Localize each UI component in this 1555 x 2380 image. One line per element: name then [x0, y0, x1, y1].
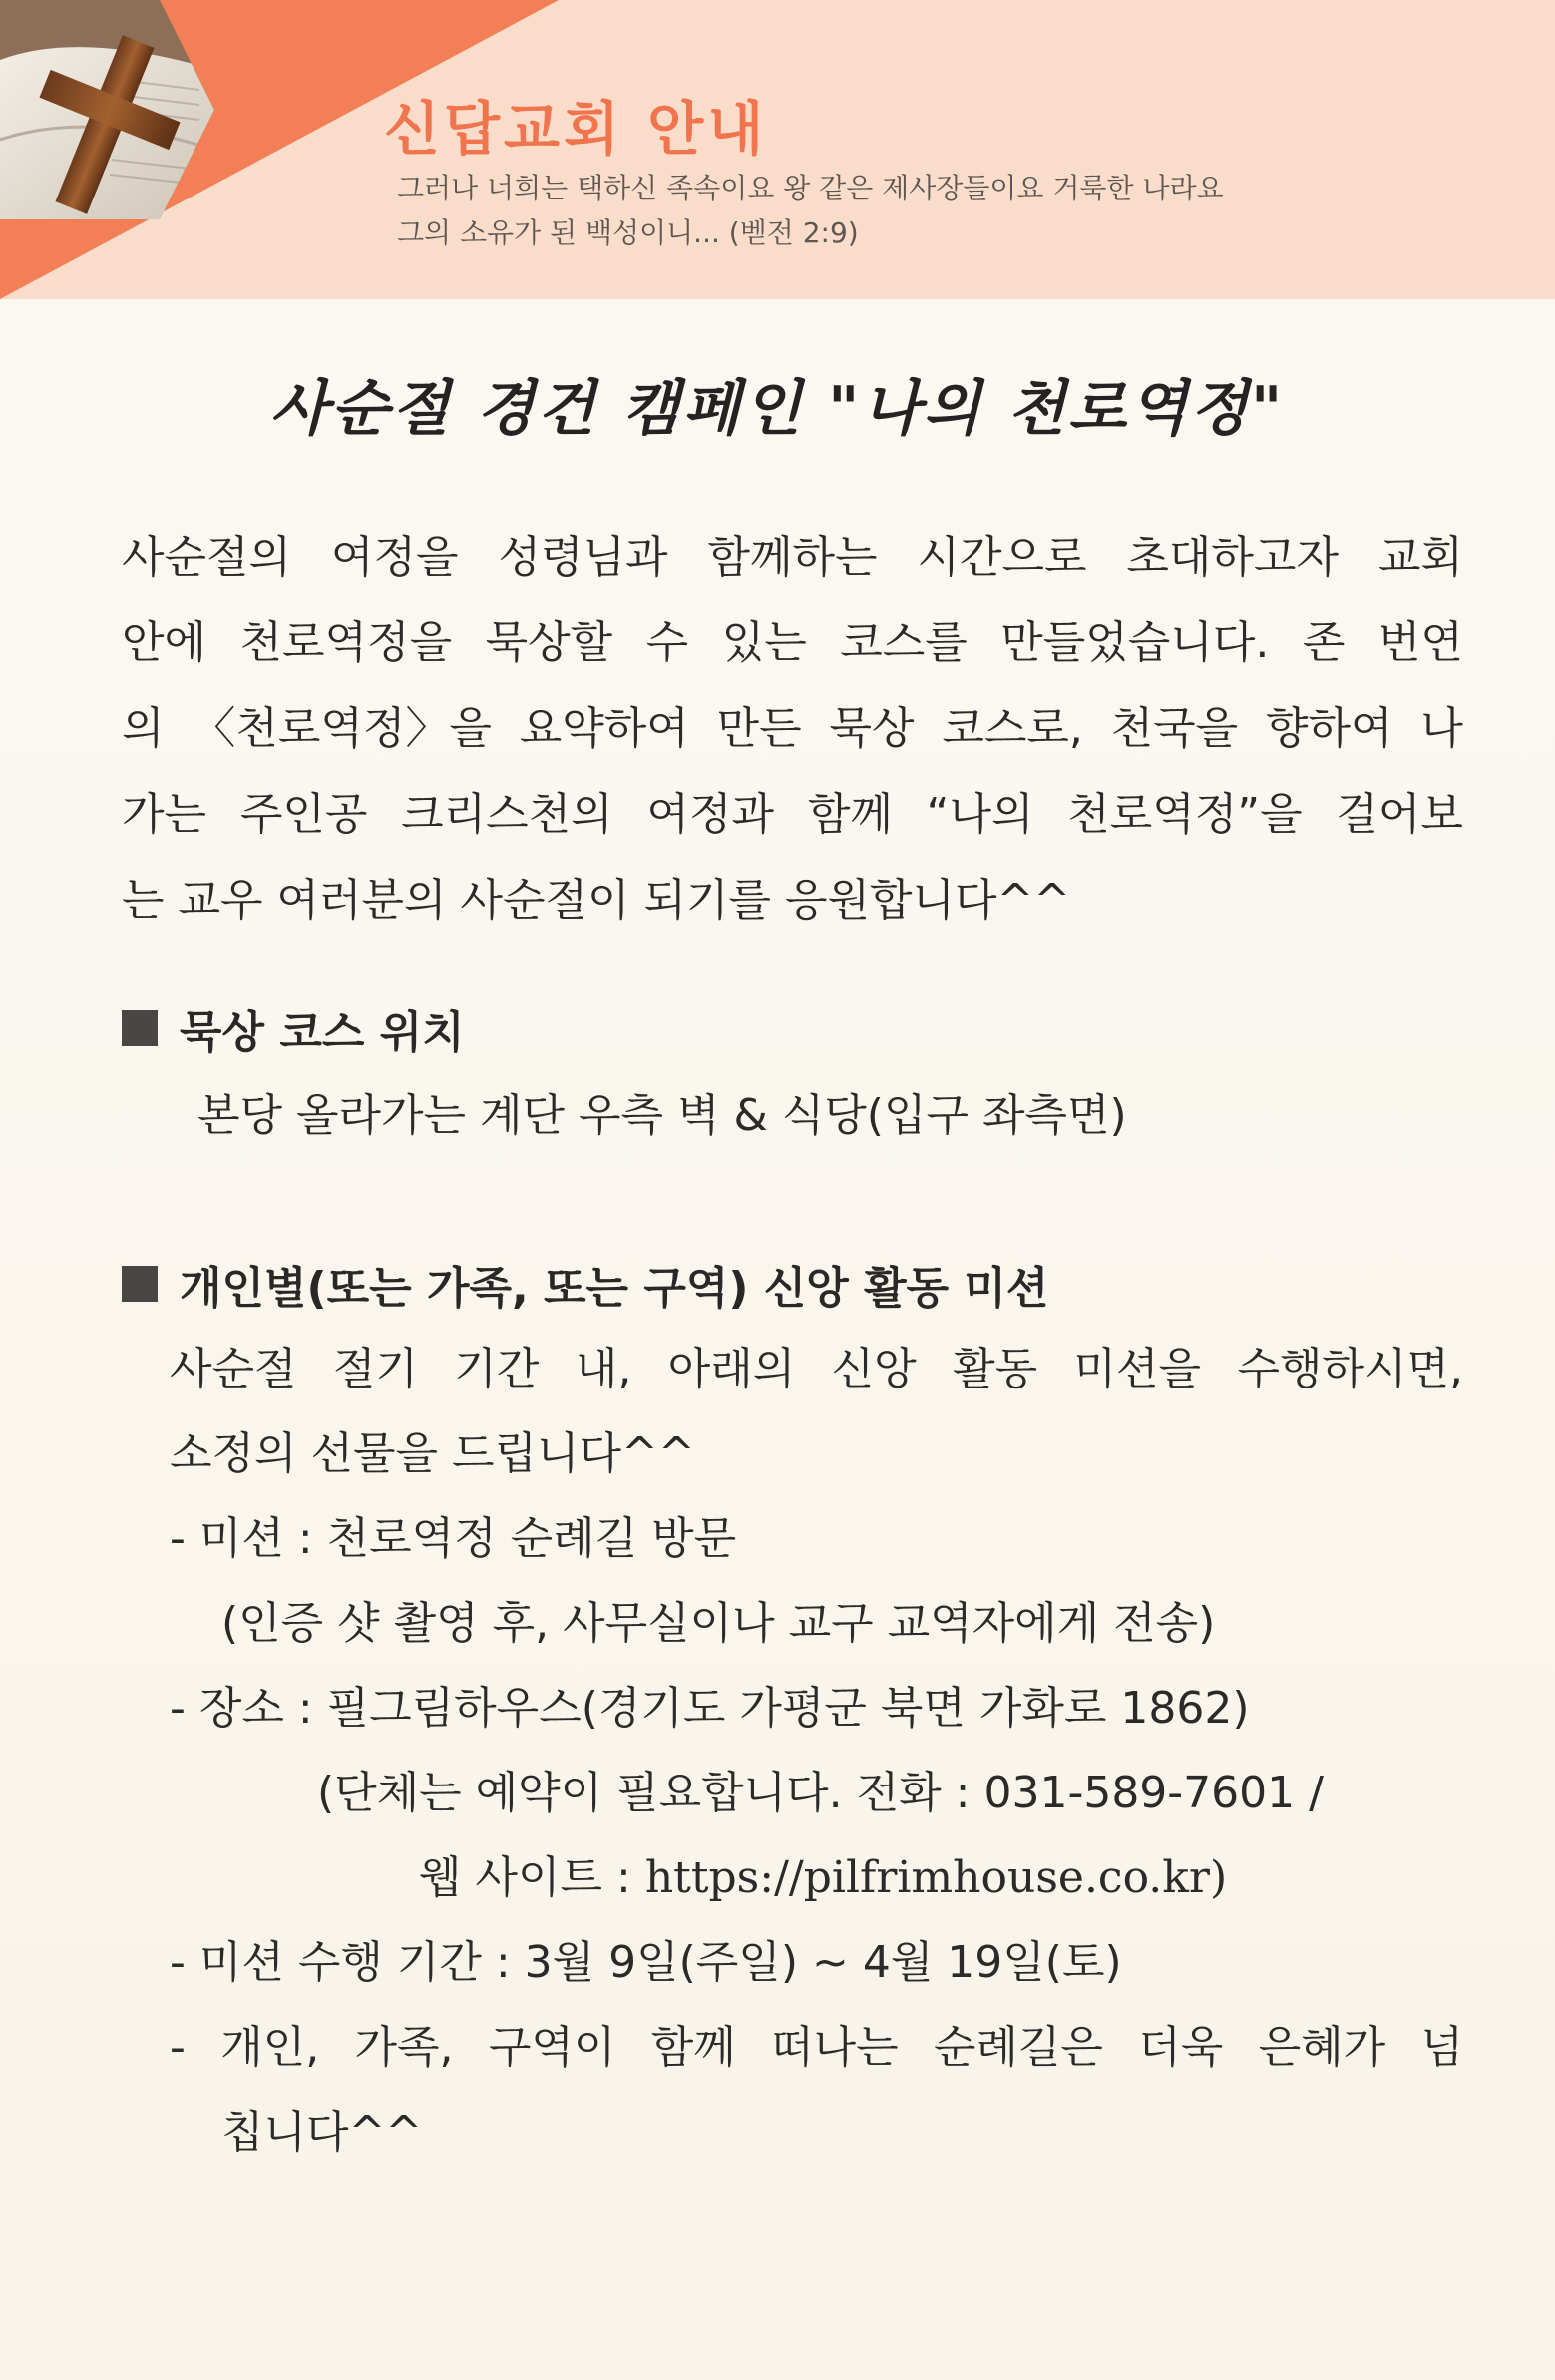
word: 요약하여	[519, 703, 689, 754]
campaign-title: 사순절 경건 캠페인 "나의 천로역정"	[269, 374, 1286, 444]
word: 여정과	[646, 789, 775, 840]
word: 절기	[332, 1344, 418, 1394]
cross-on-bible-photo	[0, 0, 229, 229]
word: 의	[122, 703, 165, 754]
word: 나	[1420, 703, 1463, 754]
word: -	[170, 2022, 186, 2073]
word: 묵상할	[485, 617, 613, 668]
header-title: 신답교회 안내	[384, 95, 768, 163]
word: 안에	[122, 617, 207, 668]
word: 크리스천의	[401, 789, 613, 840]
header-verse	[397, 166, 1224, 255]
word: 가는	[122, 789, 207, 840]
word: 떠나는	[771, 2022, 899, 2073]
word: 존	[1302, 617, 1346, 668]
word: 주인공	[239, 789, 368, 840]
word: 묵상	[829, 703, 915, 754]
mission-desc-line-1	[170, 1335, 1463, 1404]
mission-desc-line-2: 소정의 선물을 드립니다^^	[170, 1428, 695, 1479]
word: 미션을	[1073, 1344, 1202, 1394]
verse-line-1: 그러나 너희는 택하신 족속이요 왕 같은 제사장들이요 거룩한 나라요	[397, 172, 1224, 204]
word: 넘	[1420, 2022, 1463, 2073]
closing-line-1	[170, 2013, 1463, 2083]
word: 만들었습니다.	[1000, 617, 1270, 668]
word: 신앙	[831, 1344, 917, 1394]
word: 순례길은	[933, 2022, 1103, 2073]
website-url: https://pilfrimhouse.co.kr)	[644, 1852, 1228, 1903]
word: 수	[645, 617, 689, 668]
word: 천로역정을	[239, 617, 453, 668]
square-bullet-icon	[122, 1010, 158, 1046]
word: 초대하고자	[1126, 532, 1339, 583]
intro-line-3	[122, 686, 1463, 772]
word: 함께	[650, 2022, 736, 2073]
word: 수행하시면,	[1237, 1344, 1463, 1394]
mission-note: (인증 샷 촬영 후, 사무실이나 교구 교역자에게 전송)	[221, 1598, 1216, 1649]
section-heading-course-location	[122, 993, 465, 1063]
word: 내,	[575, 1344, 632, 1394]
place-note-website	[419, 1843, 1227, 1913]
word: 여정을	[330, 532, 459, 583]
mission-item: - 미션 : 천로역정 순례길 방문	[170, 1513, 737, 1564]
word: 활동	[953, 1344, 1038, 1394]
intro-line-4	[122, 772, 1463, 858]
word: 더욱	[1138, 2022, 1224, 2073]
word: 개인,	[220, 2022, 320, 2073]
section-heading-text: 묵상 코스 위치	[180, 1007, 465, 1058]
word: 아래의	[667, 1344, 796, 1394]
word: 향하여	[1266, 703, 1393, 754]
word: 〈천로역정〉을	[192, 703, 492, 754]
place-note-phone: (단체는 예약이 필요합니다. 전화 : 031-589-7601 /	[317, 1768, 1324, 1818]
word: 사순절	[170, 1344, 297, 1394]
closing-line-2: 칩니다^^	[221, 2107, 423, 2158]
header-band	[0, 0, 1555, 299]
word: 천국을	[1110, 703, 1239, 754]
word: 가족,	[354, 2022, 454, 2073]
word: 코스로,	[942, 703, 1083, 754]
word: 사순절의	[122, 532, 292, 583]
section-heading-text: 개인별(또는 가족, 또는 구역) 신앙 활동 미션	[180, 1263, 1049, 1314]
word: 천로역정”을	[1067, 789, 1303, 840]
word: 함께	[807, 789, 893, 840]
section-heading-mission	[122, 1249, 1048, 1319]
word: 시간으로	[917, 532, 1087, 583]
word: 있는	[721, 617, 807, 668]
place-item: - 장소 : 필그림하우스(경기도 가평군 북면 가화로 1862)	[170, 1683, 1250, 1734]
intro-line-2	[122, 600, 1463, 686]
course-location-text: 본당 올라가는 계단 우측 벽 & 식당(입구 좌측면)	[197, 1090, 1127, 1141]
word: 만든	[716, 703, 802, 754]
intro-paragraph	[122, 515, 1463, 944]
website-label: 웹 사이트 :	[419, 1852, 645, 1903]
word: 코스를	[840, 617, 968, 668]
intro-line-5: 는 교우 여러분의 사순절이 되기를 응원합니다^^	[122, 875, 1071, 926]
mission-period: - 미션 수행 기간 : 3월 9일(주일) ~ 4월 19일(토)	[170, 1937, 1122, 1988]
word: 성령님과	[498, 532, 668, 583]
word: 걸어보	[1336, 789, 1463, 840]
word: 기간	[454, 1344, 540, 1394]
word: 구역이	[488, 2022, 616, 2073]
word: 교회	[1377, 532, 1463, 583]
word: 은혜가	[1258, 2022, 1386, 2073]
word: 번연	[1377, 617, 1463, 668]
word: 함께하는	[707, 532, 878, 583]
word: “나의	[926, 789, 1034, 840]
verse-line-2: 그의 소유가 된 백성이니... (벧전 2:9)	[397, 216, 859, 249]
intro-line-1	[122, 515, 1463, 600]
square-bullet-icon	[122, 1266, 158, 1302]
